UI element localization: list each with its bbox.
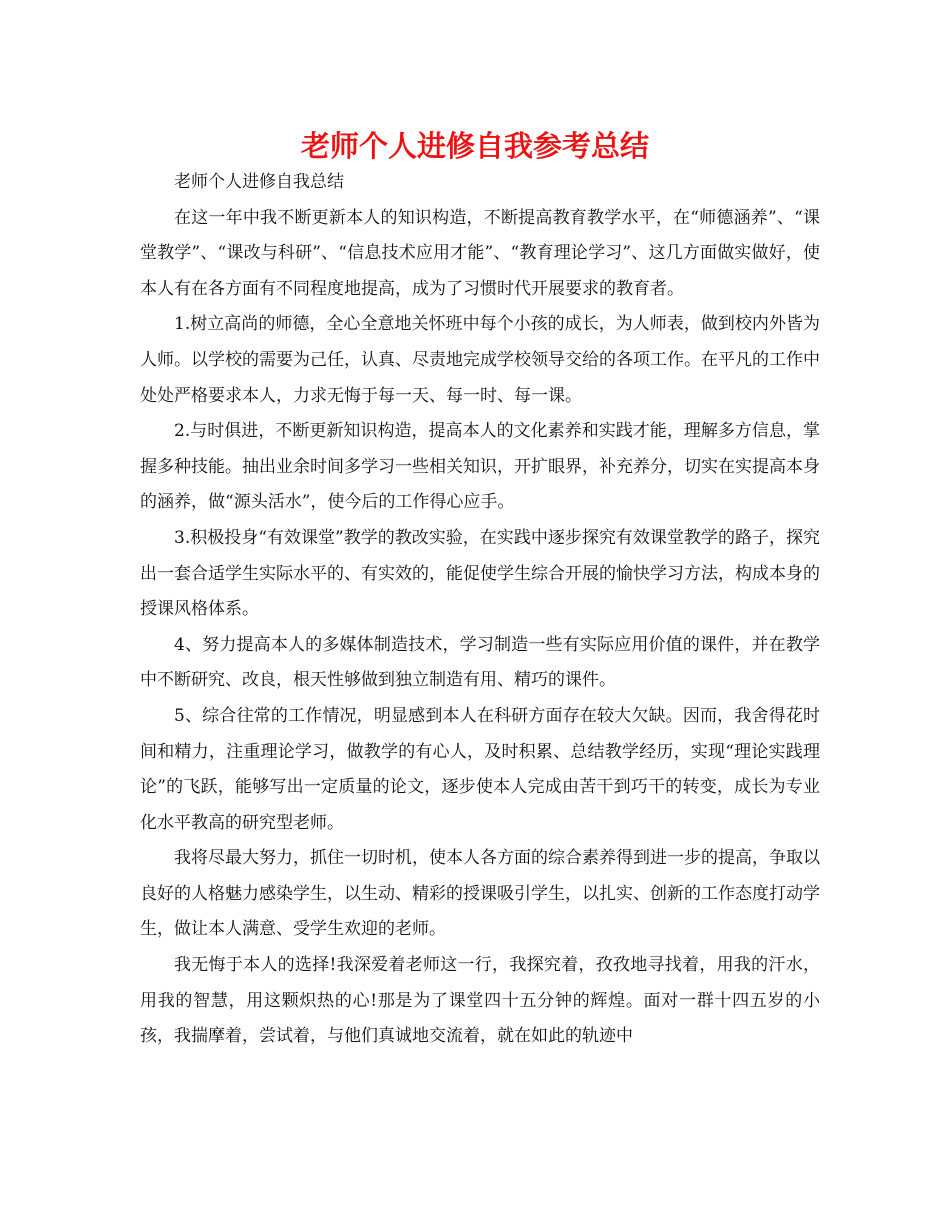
paragraph-commitment: 我将尽最大努力，抓住一切时机，使本人各方面的综合素养得到进一步的提高，争取以良好的人格魅力感染学生，以生动、精彩的授课吸引学生，以扎实、创新的工作态度打动学生，做让本人满意、受学生欢迎的老师。 bbox=[140, 848, 820, 940]
paragraph-item-4: 4、努力提高本人的多媒体制造技术，学习制造一些有实际应用价值的课件，并在教学中不断研究、改良，根天性够做到独立制造有用、精巧的课件。 bbox=[140, 634, 820, 691]
paragraph-item-5: 5、综合往常的工作情况，明显感到本人在科研方面存在较大欠缺。因而，我舍得花时间和精力，注重理论学习，做教学的有心人，及时积累、总结教学经历，实现“理论实践理论”的飞跃，能够写出一定质量的论文，逐步使本人完成由苦干到巧干的转变，成长为专业化水平教高的研究型老师。 bbox=[140, 705, 820, 833]
document-title: 老师个人进修自我参考总结 bbox=[300, 129, 649, 163]
paragraph-item-2: 2.与时俱进，不断更新知识构造，提高本人的文化素养和实践才能，理解多方信息，掌握多种技能。抽出业余时间多学习一些相关知识，开扩眼界，补充养分，切实在实提高本身的涵养，做“源头活水”，使今后的工作得心应手。 bbox=[140, 421, 820, 513]
paragraph-intro: 在这一年中我不断更新本人的知识构造，不断提高教育教学水平，在“师德涵养”、“课堂教学”、“课改与科研”、“信息技术应用才能”、“教育理论学习”、这几方面做实做好，使本人有在各方面有不同程度地提高，成为了习惯时代开展要求的教育者。 bbox=[140, 207, 820, 299]
document-subtitle: 老师个人进修自我总结 bbox=[174, 172, 344, 192]
document-body bbox=[140, 165, 820, 1055]
paragraph-item-1: 1.树立高尚的师德，全心全意地关怀班中每个小孩的成长，为人师表，做到校内外皆为人师。以学校的需要为己任，认真、尽责地完成学校领导交给的各项工作。在平凡的工作中处处严格要求本人，力求无悔于每一天、每一时、每一课。 bbox=[140, 314, 820, 406]
paragraph-reflection: 我无悔于本人的选择!我深爱着老师这一行，我探究着，孜孜地寻找着，用我的汗水，用我的智慧，用这颗炽热的心!那是为了课堂四十五分钟的辉煌。面对一群十四五岁的小孩，我揣摩着，尝试着，与他们真诚地交流着，就在如此的轨迹中 bbox=[140, 955, 820, 1047]
paragraph-item-3: 3.积极投身“有效课堂”教学的教改实验，在实践中逐步探究有效课堂教学的路子，探究出一套合适学生实际水平的、有实效的，能促使学生综合开展的愉快学习方法，构成本身的授课风格体系。 bbox=[140, 527, 820, 620]
